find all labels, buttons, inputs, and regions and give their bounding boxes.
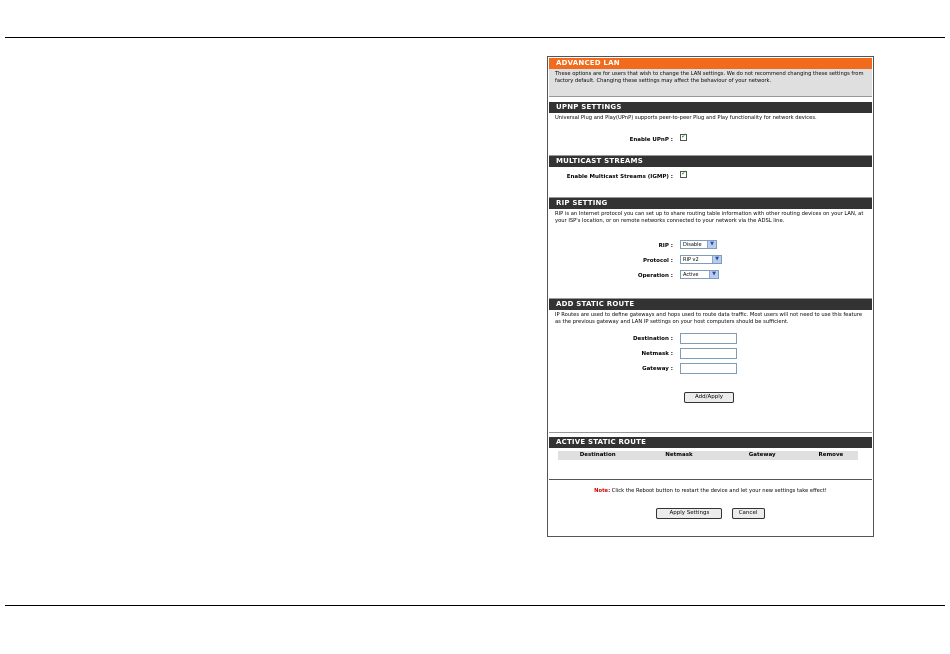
advanced-lan-panel [547,56,874,537]
protocol-row [549,254,872,269]
igmp-checkbox[interactable] [680,171,687,178]
section-title: UPNP SETTINGS [549,102,872,113]
section-title: ADD STATIC ROUTE [549,299,872,310]
gateway-input[interactable] [680,363,737,374]
section-title: ADVANCED LAN [549,58,872,69]
add-apply-button[interactable]: Add/Apply [684,392,734,403]
check-icon: ✓ [681,132,687,140]
upnp-section [549,102,872,156]
section-title: RIP SETTING [549,198,872,209]
section-title: ACTIVE STATIC ROUTE [549,437,872,448]
upnp-label: Enable UPnP : [629,137,673,143]
section-description: Universal Plug and Play(UPnP) supports peer-to-peer Plug and Play functionality for network devices. [555,115,817,121]
igmp-row [549,170,872,185]
advanced-lan-section [549,58,872,97]
active-static-route-section [549,437,872,480]
note-text: Click the Reboot button to restart the device and let your new settings take effect! [610,488,827,494]
column-header: Destination [579,452,616,458]
rip-label: RIP : [658,243,673,249]
rip-section [549,198,872,299]
top-rule [5,37,945,38]
rip-select[interactable] [680,240,717,249]
upnp-row [549,133,872,148]
route-table-header [558,451,858,460]
reboot-note [549,488,872,494]
chevron-down-icon: ▼ [709,271,718,278]
protocol-select-value: RIP v2 [683,257,699,263]
igmp-label: Enable Multicast Streams (IGMP) : [566,174,673,180]
upnp-checkbox[interactable] [680,134,687,141]
multicast-section [549,156,872,198]
protocol-select[interactable] [680,255,722,264]
destination-label: Destination : [632,336,673,342]
cancel-button[interactable]: Cancel [732,508,765,519]
section-title: MULTICAST STREAMS [549,156,872,167]
section-description: IP Routes are used to define gateways and hops used to route data traffic. Most users will not need to use this feature as the previous gateway and LAN IP settings on your host computers should be sufficient. [555,312,863,325]
operation-row [549,269,872,284]
netmask-label: Netmask : [641,351,673,357]
gateway-label: Gateway : [642,366,673,372]
apply-settings-button[interactable]: Apply Settings [656,508,722,519]
section-description: RIP is an Internet protocol you can set up to share routing table information with other routing devices on your LAN, at your ISP's location, or on remote networks connected to your network via the ADSL line. [555,211,864,224]
netmask-row [549,347,872,362]
note-label: Note: [594,488,611,494]
column-header: Remove [818,452,844,458]
destination-row [549,332,872,347]
chevron-down-icon: ▼ [712,256,721,263]
check-icon: ✓ [681,169,687,177]
bottom-rule [5,605,945,606]
destination-input[interactable] [680,333,737,344]
add-static-route-section [549,299,872,433]
gateway-row [549,362,872,377]
netmask-input[interactable] [680,348,737,359]
operation-label: Operation : [637,273,673,279]
section-description: These options are for users that wish to change the LAN settings. We do not recommend changing these settings from factory default. Changing these settings may affect the behaviour of your network. [549,69,872,96]
protocol-label: Protocol : [643,258,673,264]
column-header: Netmask [665,452,693,458]
operation-select-value: Active [683,272,699,278]
column-header: Gateway [748,452,776,458]
chevron-down-icon: ▼ [707,241,716,248]
rip-row [549,239,872,254]
rip-select-value: Disable [683,242,702,248]
operation-select[interactable] [680,270,719,279]
